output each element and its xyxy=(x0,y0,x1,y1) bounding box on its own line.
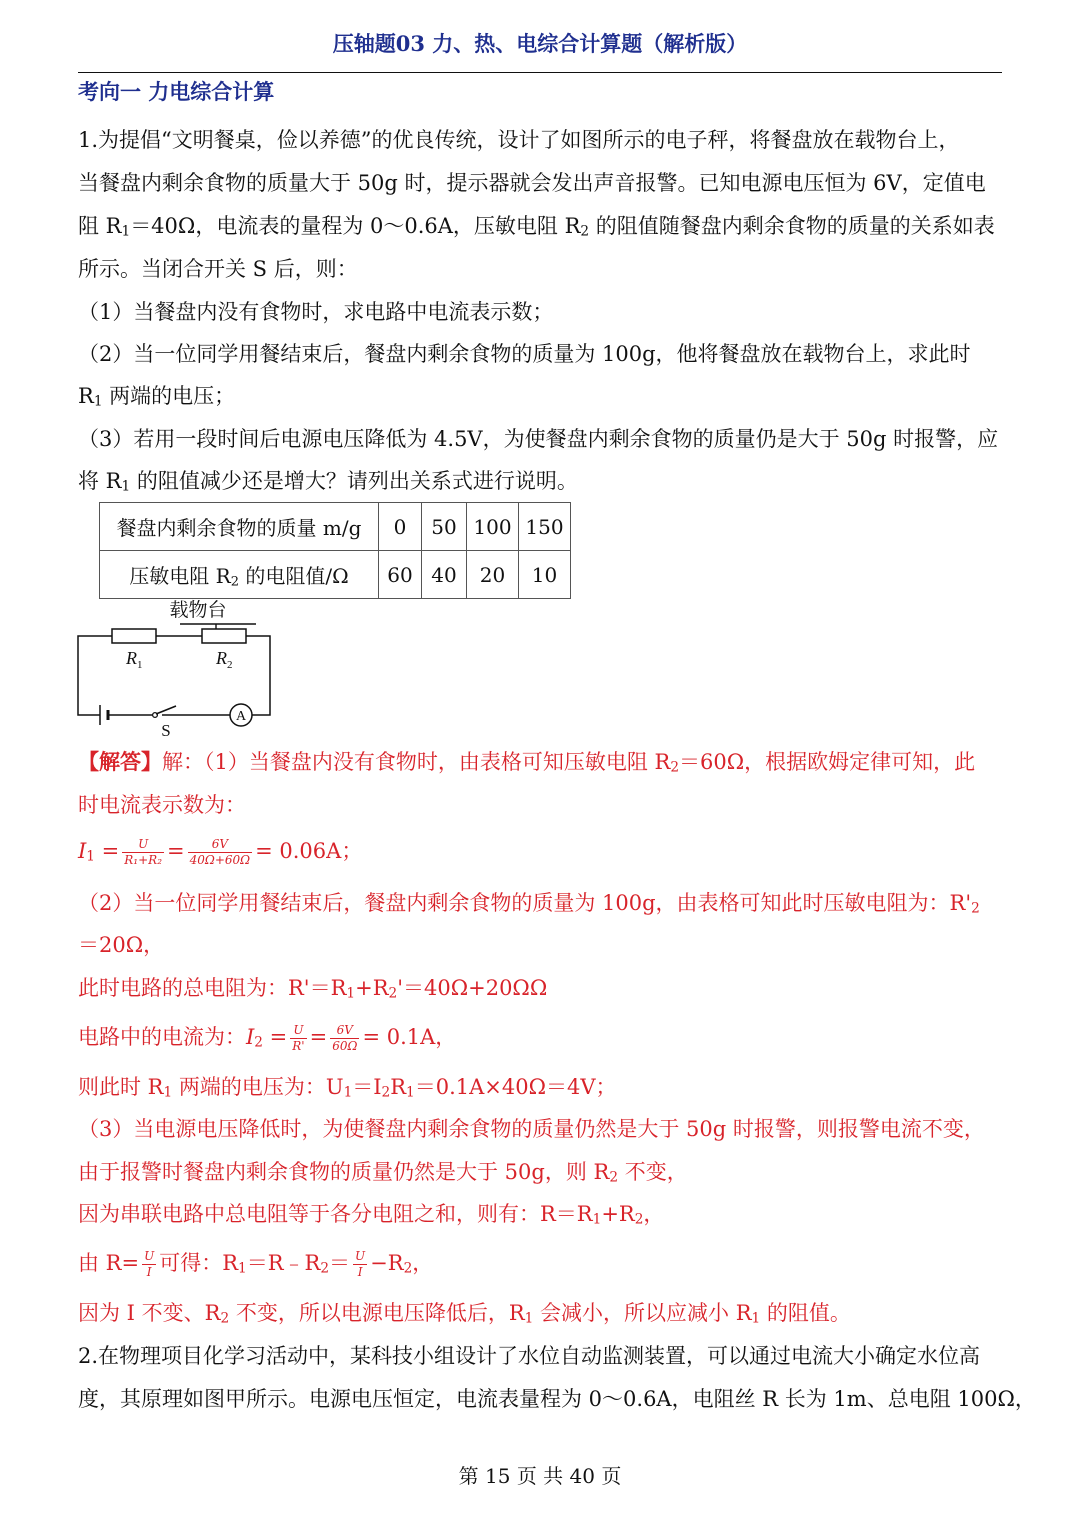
answer-line-1: 【解答】解：（1）当餐盘内没有食物时，由表格可知压敏电阻 $R_2=60\Omega$，根据欧姆定律可知，此 xyxy=(78,749,976,776)
table-cell: 100 xyxy=(467,503,519,551)
fraction: $\frac{U}{R'}$ xyxy=(292,1023,305,1053)
q1-line-3: 阻 $R_1=40\Omega$，电流表的量程为 0～0.6A，压敏电阻 $R_2$ 的阻值随餐盘内剩余食物的质量的关系如表 xyxy=(78,214,995,240)
answer-line-2: 时电流表示数为： xyxy=(78,793,246,817)
page-header-title: 压轴题03 力、热、电综合计算题（解析版） xyxy=(332,31,748,56)
answer-line-8: 由于报警时餐盘内剩余食物的质量仍然是大于 50g，则 $R_2$ 不变， xyxy=(78,1160,688,1186)
table-cell: 20 xyxy=(467,551,519,599)
fraction: $\frac{U}{I}$ xyxy=(144,1249,155,1279)
r1-label: $R_1$ xyxy=(126,648,143,671)
answer-line-4: ＝20Ω， xyxy=(78,933,165,957)
table-cell: 40 xyxy=(422,551,467,599)
q1-line-1: 1.为提倡“文明餐桌，俭以养德”的优良传统，设计了如图所示的电子秤，将餐盘放在载物台上， xyxy=(78,128,960,152)
r2-label: $R_2$ xyxy=(216,648,233,671)
answer-line-6: 则此时 $R_1$ 两端的电压为：$U_1=I_2R_1=0.1A\times 40\Omega=4V$； xyxy=(78,1075,617,1101)
q1-part-2: （2）当一位同学用餐结束后，餐盘内剩余食物的质量为 100g，他将餐盘放在载物台上，求此时 xyxy=(78,342,971,366)
q1-part-1: （1）当餐盘内没有食物时，求电路中电流表示数； xyxy=(78,300,554,324)
table-cell: 150 xyxy=(519,503,571,551)
answer-tag: 【解答】 xyxy=(78,749,162,774)
answer-line-3: （2）当一位同学用餐结束后，餐盘内剩余食物的质量为 100g，由表格可知此时压敏电阻为：$R'_2$ xyxy=(78,891,980,917)
answer-line-11: 因为 I 不变、$R_2$ 不变，所以电源电压降低后，$R_1$ 会减小，所以应减小 $R_1$ 的阻值。 xyxy=(78,1301,851,1327)
q1-part-2-cont: $R_1$ 两端的电压； xyxy=(78,384,236,410)
fraction: $\frac{U}{I}$ xyxy=(355,1249,366,1279)
table-cell: 60 xyxy=(379,551,422,599)
ammeter-icon xyxy=(230,704,252,726)
table-cell: 50 xyxy=(422,503,467,551)
fraction: $\frac{6V}{60\Omega}$ xyxy=(332,1023,358,1053)
circuit-wires xyxy=(78,636,270,715)
answer-line-9: 因为串联电路中总电阻等于各分电阻之和，则有：$R=R_1+R_2$， xyxy=(78,1202,665,1228)
page-number: 第 15 页 共 40 页 xyxy=(458,1464,622,1488)
ammeter-label: A xyxy=(235,709,247,724)
fraction: $\frac{U}{\text{R₁+R₂}}$ xyxy=(124,837,163,867)
table-cell: 10 xyxy=(519,551,571,599)
table-cell-label: 餐盘内剩余食物的质量 m/g xyxy=(100,503,379,551)
resistor-r1 xyxy=(112,629,156,643)
platform-label: 载物台 xyxy=(169,600,227,621)
q1-line-2: 当餐盘内剩余食物的质量大于 50g 时，提示器就会发出声音报警。已知电源电压恒为 6V，定值电 xyxy=(78,171,986,195)
table-row xyxy=(100,503,571,551)
q2-line-2: 度，其原理如图甲所示。电源电压恒定，电流表量程为 0～0.6A，电阻丝 R 长为 1m、总电阻 100Ω， xyxy=(78,1387,1036,1411)
fraction: $\frac{6V}{40\Omega+60\Omega}$ xyxy=(189,837,251,867)
resistor-r2 xyxy=(202,629,246,643)
q1-part-3: （3）若用一段时间后电源电压降低为 4.5V，为使餐盘内剩余食物的质量仍是大于 50g 时报警，应 xyxy=(78,427,999,451)
section-title: 考向一 力电综合计算 xyxy=(78,79,275,104)
header-divider xyxy=(78,72,1002,73)
battery-icon xyxy=(100,705,108,725)
table-cell-label: 压敏电阻 $R_2$ 的电阻值/Ω xyxy=(100,551,379,599)
answer-line-10: 由 R= $\frac{U}{I}$ 可得：$R_1=R﹣R_2=$ $\frac{U}{I}$ $-R_2$， xyxy=(78,1249,434,1279)
equation-2: 电路中的电流为：$I_2$ = $\frac{U}{R'}$ = $\frac{6V}{60\Omega}$ = 0.1A， xyxy=(78,1023,457,1053)
table-row xyxy=(100,551,571,599)
equation-1: $I_1$ = $\frac{U}{\text{R₁+R₂}}$ = $\frac{6V}{40\Omega+60\Omega}$ = 0.06A； xyxy=(78,837,363,867)
q1-part-3-cont: 将 $R_1$ 的阻值减少还是增大？请列出关系式进行说明。 xyxy=(78,469,578,495)
answer-line-7: （3）当电源电压降低时，为使餐盘内剩余食物的质量仍然是大于 50g 时报警，则报警电流不变， xyxy=(78,1117,985,1141)
answer-line-5: 此时电路的总电阻为：$R'=R_1+R_2'=40\Omega+20\Omega\Omega$ xyxy=(78,976,548,1002)
switch-label: S xyxy=(161,721,171,740)
q1-line-4: 所示。当闭合开关 S 后，则： xyxy=(78,257,358,281)
q2-line-1: 2.在物理项目化学习活动中，某科技小组设计了水位自动监测装置，可以通过电流大小确定水位高 xyxy=(78,1344,981,1368)
mass-resistance-table xyxy=(99,502,571,599)
table-cell: 0 xyxy=(379,503,422,551)
circuit-diagram xyxy=(70,598,280,740)
